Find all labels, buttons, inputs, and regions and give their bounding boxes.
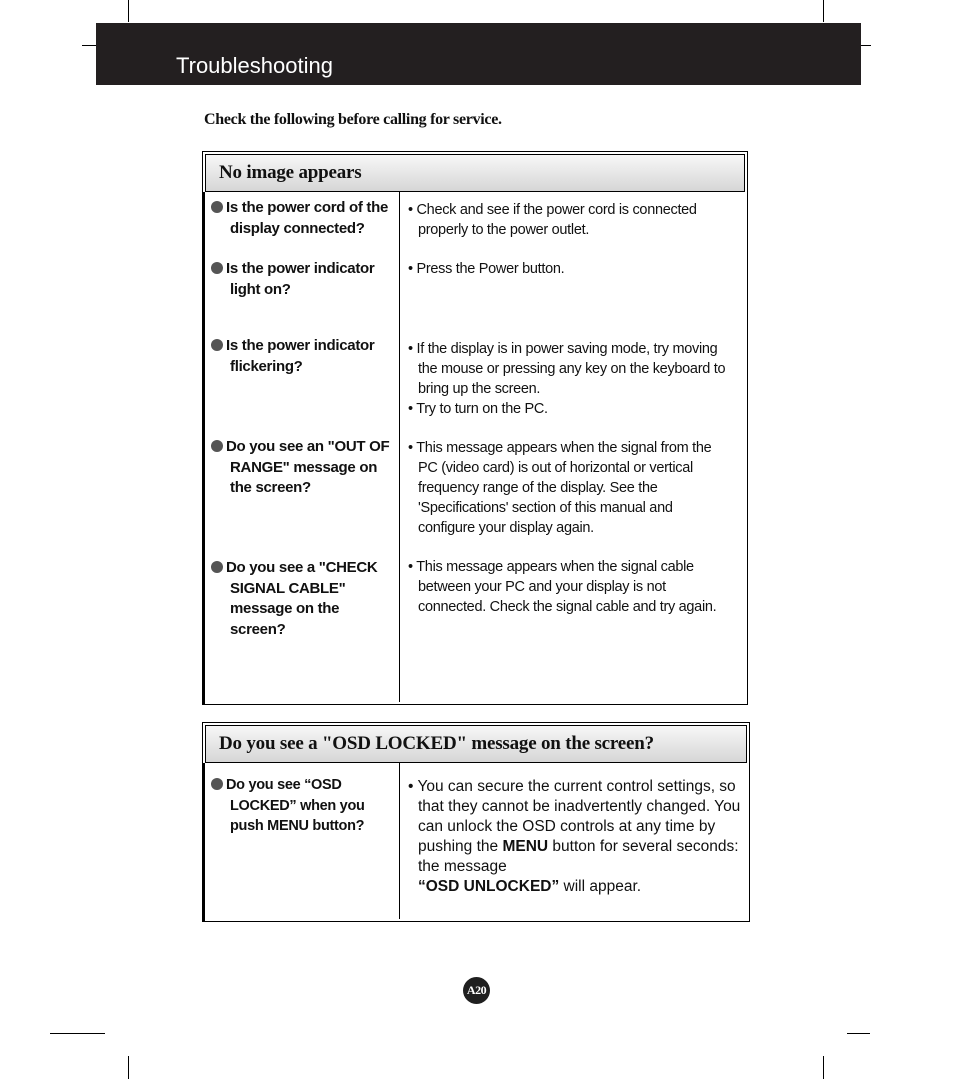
panel-title: Do you see a "OSD LOCKED" message on the screen? <box>219 733 654 754</box>
panel-header <box>205 154 745 192</box>
osd-unlocked-text: “OSD UNLOCKED” <box>418 878 560 895</box>
panel-header <box>205 725 747 763</box>
bullet-dot-icon <box>211 561 223 573</box>
crop-mark <box>128 1056 129 1079</box>
crop-mark <box>861 45 871 46</box>
section-header-bar <box>96 23 861 85</box>
answer-power-indicator: • Press the Power button. <box>408 261 565 277</box>
no-image-panel <box>202 151 748 705</box>
question-indicator-flickering: Is the power indicator flickering? <box>211 336 401 377</box>
panel-left-border <box>203 192 205 704</box>
crop-mark <box>847 1033 870 1034</box>
answer-check-signal-cable: • This message appears when the signal cable between your PC and your display is not connected. Check the signal cable and try again. <box>408 559 717 615</box>
question-check-signal-cable: Do you see a "CHECK SIGNAL CABLE" message on the screen? <box>211 558 401 640</box>
answer-out-of-range: • This message appears when the signal from the PC (video card) is out of horizontal or vertical frequency range of the display. See the 'Specifications' section of this manual and configure your display again. <box>408 440 712 536</box>
crop-mark <box>128 0 129 22</box>
question-out-of-range: Do you see an "OUT OF RANGE" message on the screen? <box>211 437 401 499</box>
bullet-dot-icon <box>211 201 223 213</box>
crop-mark <box>82 45 96 46</box>
crop-mark <box>50 1033 105 1034</box>
question-power-indicator: Is the power indicator light on? <box>211 259 401 300</box>
answer-indicator-flickering: • If the display is in power saving mode, try moving the mouse or pressing any key on the keyboard to bring up the screen. • Try to turn on the PC. <box>408 341 726 417</box>
answer-power-cord: • Check and see if the power cord is connected properly to the power outlet. <box>408 202 697 238</box>
bullet-dot-icon <box>211 778 223 790</box>
question-osd-locked: Do you see “OSD LOCKED” when you push MENU button? <box>211 775 401 837</box>
osd-locked-panel <box>202 722 750 922</box>
intro-text: Check the following before calling for service. <box>204 111 502 128</box>
page-number-badge: A20 <box>463 977 490 1004</box>
crop-mark <box>823 1056 824 1079</box>
panel-title: No image appears <box>219 162 362 183</box>
bullet-dot-icon <box>211 262 223 274</box>
question-power-cord: Is the power cord of the display connected? <box>211 198 401 239</box>
panel-left-border <box>203 763 205 921</box>
menu-button-label: MENU <box>502 838 549 855</box>
bullet-dot-icon <box>211 440 223 452</box>
answer-osd-locked: • You can secure the current control settings, so that they cannot be inadvertently changed. You can unlock the OSD controls at any time by pushing the MENU button for several seconds: the message “OSD UNLOCKED” will appear. <box>408 778 741 895</box>
bullet-dot-icon <box>211 339 223 351</box>
section-title: Troubleshooting <box>176 53 333 78</box>
crop-mark <box>823 0 824 22</box>
